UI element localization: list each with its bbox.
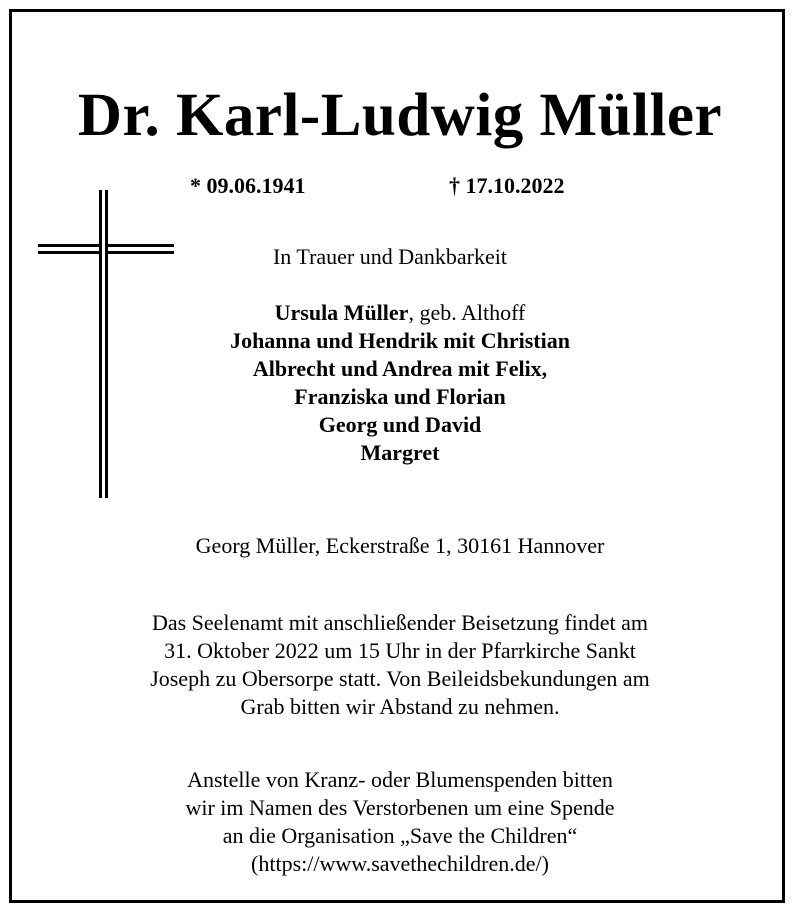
family-list	[150, 299, 650, 467]
family-line: Johanna und Hendrik mit Christian	[230, 328, 570, 353]
service-notice-line: Das Seelenamt mit anschließender Beisetzung findet am	[151, 610, 649, 635]
family-line	[150, 299, 650, 327]
contact-address: Georg Müller, Eckerstraße 1, 30161 Hannover	[195, 533, 605, 558]
donation-url: (https://www.savethechildren.de/)	[251, 851, 549, 876]
donation-notice-line: wir im Namen des Verstorbenen um eine Spende	[185, 795, 615, 820]
family-line: Margret	[360, 440, 440, 465]
birth-date: * 09.06.1941	[190, 173, 306, 198]
family-first-name: Ursula Müller	[274, 300, 409, 325]
family-line: Albrecht und Andrea mit Felix,	[252, 356, 548, 381]
family-line: Franziska und Florian	[294, 384, 506, 409]
donation-notice	[40, 766, 760, 878]
service-notice-line: Grab bitten wir Abstand zu nehmen.	[240, 694, 560, 719]
service-notice-line: 31. Oktober 2022 um 15 Uhr in der Pfarrkirche Sankt	[164, 638, 636, 663]
deceased-name: Dr. Karl-Ludwig Müller	[77, 82, 723, 149]
service-notice	[40, 609, 760, 721]
donation-notice-line: Anstelle von Kranz- oder Blumenspenden bitten	[187, 767, 613, 792]
death-date: † 17.10.2022	[449, 173, 565, 198]
family-line: Georg und David	[318, 412, 482, 437]
family-first-suffix: , geb. Althoff	[408, 300, 526, 325]
mourning-line: In Trauer und Dankbarkeit	[272, 244, 507, 269]
donation-notice-line: an die Organisation „Save the Children“	[222, 823, 578, 848]
service-notice-line: Joseph zu Obersorpe statt. Von Beileidsbekundungen am	[150, 666, 650, 691]
